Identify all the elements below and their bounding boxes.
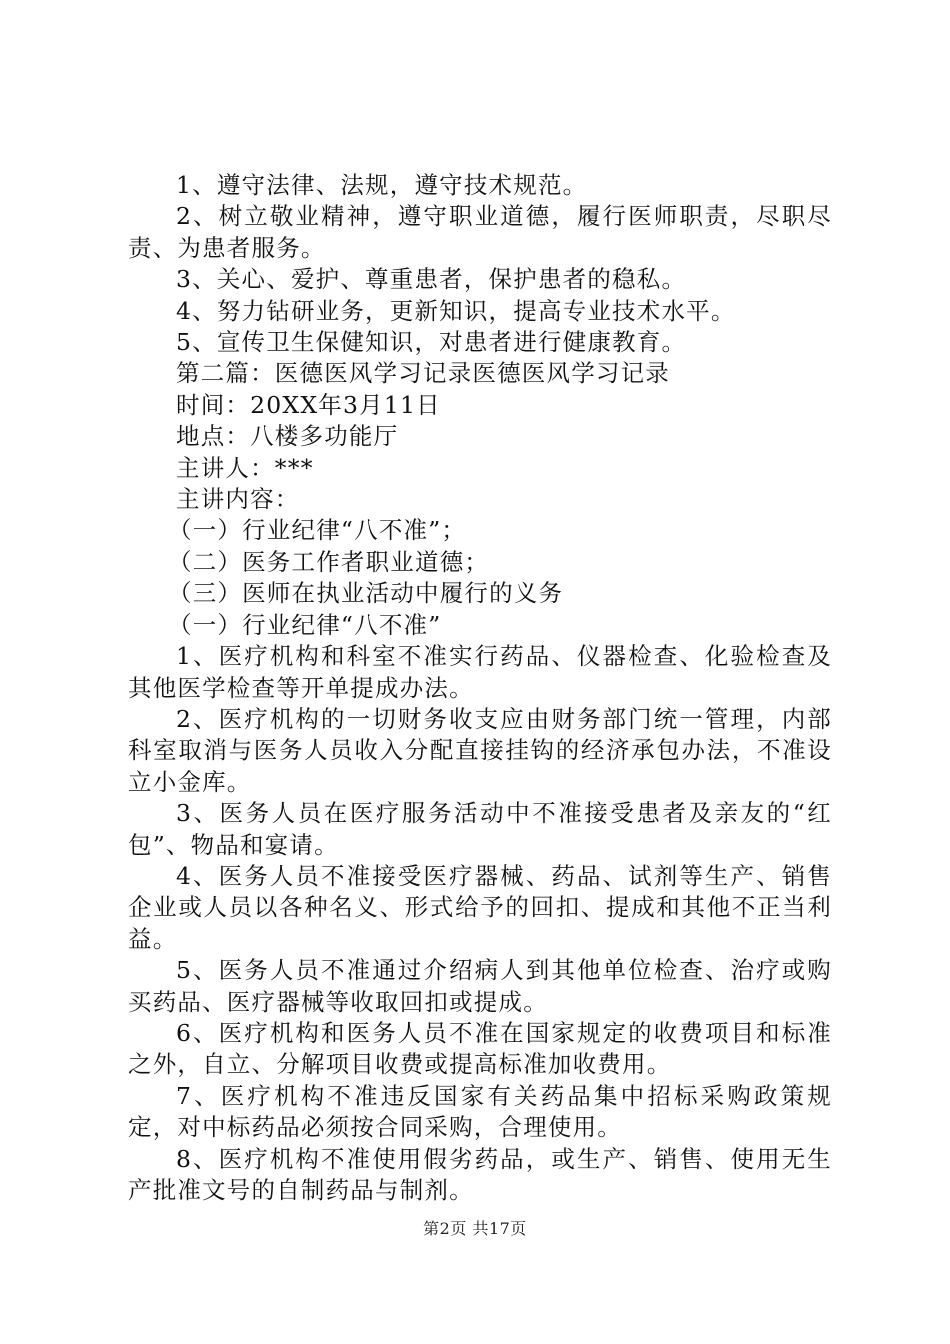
paragraph: 5、医务人员不准通过介绍病人到其他单位检查、治疗或购买药品、医疗器械等收取回扣或提成。 xyxy=(128,956,832,1016)
paragraph: 2、树立敬业精神，遵守职业道德，履行医师职责，尽职尽责、为患者服务。 xyxy=(128,202,832,262)
paragraph: 3、关心、爱护、尊重患者，保护患者的稳私。 xyxy=(176,265,687,294)
outline-item: （一）行业纪律“八不准”； xyxy=(168,516,467,545)
paragraph: 2、医疗机构的一切财务收支应由财务部门统一管理，内部科室取消与医务人员收入分配直接挂钩的经济承包办法，不准设立小金库。 xyxy=(128,704,832,796)
paragraph: 1、医疗机构和科室不准实行药品、仪器检查、化验检查及其他医学检查等开单提成办法。 xyxy=(128,642,832,702)
meta-content-label: 主讲内容： xyxy=(176,485,300,514)
paragraph: 3、医务人员在医疗服务活动中不准接受患者及亲友的“红包”、物品和宴请。 xyxy=(128,799,832,859)
meta-location: 地点：八楼多功能厅 xyxy=(176,422,399,451)
paragraph: 1、遵守法律、法规，遵守技术规范。 xyxy=(176,171,588,199)
meta-speaker: 主讲人：*** xyxy=(176,453,314,482)
subsection-heading: （一）行业纪律“八不准” xyxy=(168,610,442,639)
section-heading: 第二篇：医德医风学习记录医德医风学习记录 xyxy=(176,359,670,388)
paragraph: 7、医疗机构不准违反国家有关药品集中招标采购政策规定，对中标药品必须按合同采购，合理使用。 xyxy=(128,1081,832,1142)
document-body xyxy=(128,170,832,1206)
paragraph: 4、医务人员不准接受医疗器械、药品、试剂等生产、销售企业或人员以各种名义、形式给予的回扣、提成和其他不正当利益。 xyxy=(128,861,832,953)
paragraph: 8、医疗机构不准使用假劣药品，或生产、销售、使用无生产批准文号的自制药品与制剂。 xyxy=(128,1144,832,1204)
outline-item: （二）医务工作者职业道德； xyxy=(168,547,490,576)
paragraph: 4、努力钻研业务，更新知识，提高专业技术水平。 xyxy=(176,296,736,325)
paragraph: 5、宣传卫生保健知识，对患者进行健康教育。 xyxy=(176,328,687,357)
outline-item: （三）医师在执业活动中履行的义务 xyxy=(168,579,564,608)
meta-time: 时间：20XX年3月11日 xyxy=(176,390,441,419)
page-footer xyxy=(0,1216,950,1239)
paragraph: 6、医疗机构和医务人员不准在国家规定的收费项目和标准之外，自立、分解项目收费或提高标准加收费用。 xyxy=(128,1018,832,1079)
page-number-label: 第2页 共17页 xyxy=(423,1219,527,1238)
